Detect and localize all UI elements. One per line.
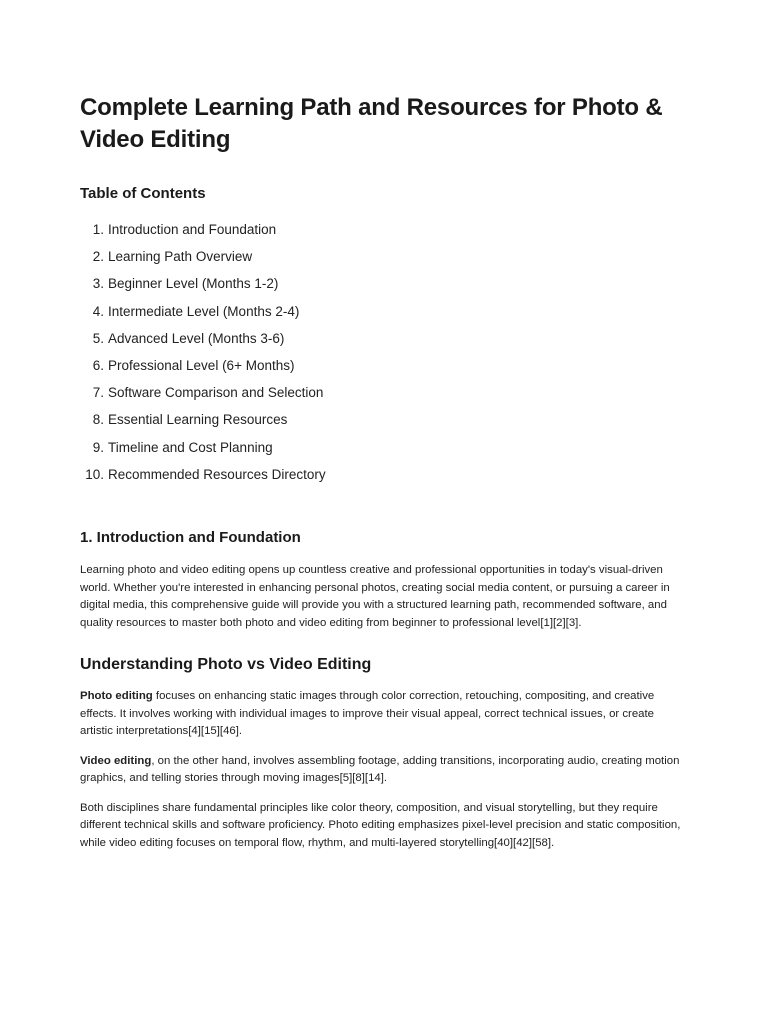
section-heading-introduction: 1. Introduction and Foundation [80,529,301,547]
subsection-heading-photo-vs-video: Understanding Photo vs Video Editing [80,656,372,674]
toc-item[interactable] [80,461,688,488]
toc-item-number: 7. [92,385,104,401]
toc-item-number: 2. [92,249,104,265]
toc-heading: Table of Contents [80,185,206,202]
toc-item-number: 1. [92,222,104,237]
video-editing-paragraph [80,753,688,788]
intro-paragraph: Learning photo and video editing opens up countless creative and professional opportunities in today's visual-driven world. Whether you're interested in enhancing personal photos, creating social media content, or pursuing a career in digital media, this comprehensive guide will provide you with a structured learning path, recommended software, and quality resources to master both photo and video editing from beginner to professional level[1][2][3]. [80,564,670,629]
toc-item-number: 5. [92,330,104,346]
toc-item-number: 4. [92,303,104,319]
toc-item[interactable] [80,434,688,461]
toc-item-number: 8. [92,412,104,428]
photo-editing-text: focuses on enhancing static images through color correction, retouching, compositing, and creative effects. It involves working with individual images to improve their visual appeal, correct technical issues, or create artistic interpretations[4][15][46]. [80,690,655,738]
toc-item-label[interactable]: Software Comparison and Selection [108,385,324,401]
toc-item-number: 3. [92,276,104,292]
toc-item[interactable] [80,298,688,325]
photo-editing-term: Photo editing [80,690,153,703]
toc-item-number: 9. [92,439,104,455]
toc-item-label[interactable]: Learning Path Overview [108,249,253,265]
toc-item[interactable] [80,379,688,406]
table-of-contents [80,216,688,488]
toc-item[interactable] [80,406,688,433]
toc-item[interactable] [80,216,688,243]
toc-item[interactable] [80,352,688,379]
toc-item[interactable] [80,243,688,270]
toc-item-label[interactable]: Beginner Level (Months 1-2) [108,276,279,292]
toc-item[interactable] [80,325,688,352]
toc-item-label[interactable]: Advanced Level (Months 3-6) [108,330,285,346]
toc-item-label[interactable]: Intermediate Level (Months 2-4) [108,303,300,319]
document-title: Complete Learning Path and Resources for Photo & Video Editing [80,94,663,153]
video-editing-text: , on the other hand, involves assembling footage, adding transitions, incorporating audio, creating motion graphics, and telling stories through moving images[5][8][14]. [80,754,680,785]
photo-editing-paragraph [80,688,688,741]
video-editing-term: Video editing [80,754,152,767]
toc-item-label[interactable]: Professional Level (6+ Months) [108,358,295,374]
toc-item-label[interactable]: Introduction and Foundation [108,222,277,237]
toc-item[interactable] [80,270,688,297]
toc-item-number: 10. [85,466,104,482]
toc-item-label[interactable]: Timeline and Cost Planning [108,439,273,455]
toc-item-number: 6. [92,358,104,374]
both-disciplines-paragraph: Both disciplines share fundamental principles like color theory, composition, and visual storytelling, but they require different technical skills and software proficiency. Photo editing emphasizes pixel-level precision and static composition, while video editing focuses on temporal flow, rhythm, and multi-layered storytelling[40][42][58]. [80,801,681,849]
toc-item-label[interactable]: Recommended Resources Directory [108,466,326,482]
toc-item-label[interactable]: Essential Learning Resources [108,412,288,428]
